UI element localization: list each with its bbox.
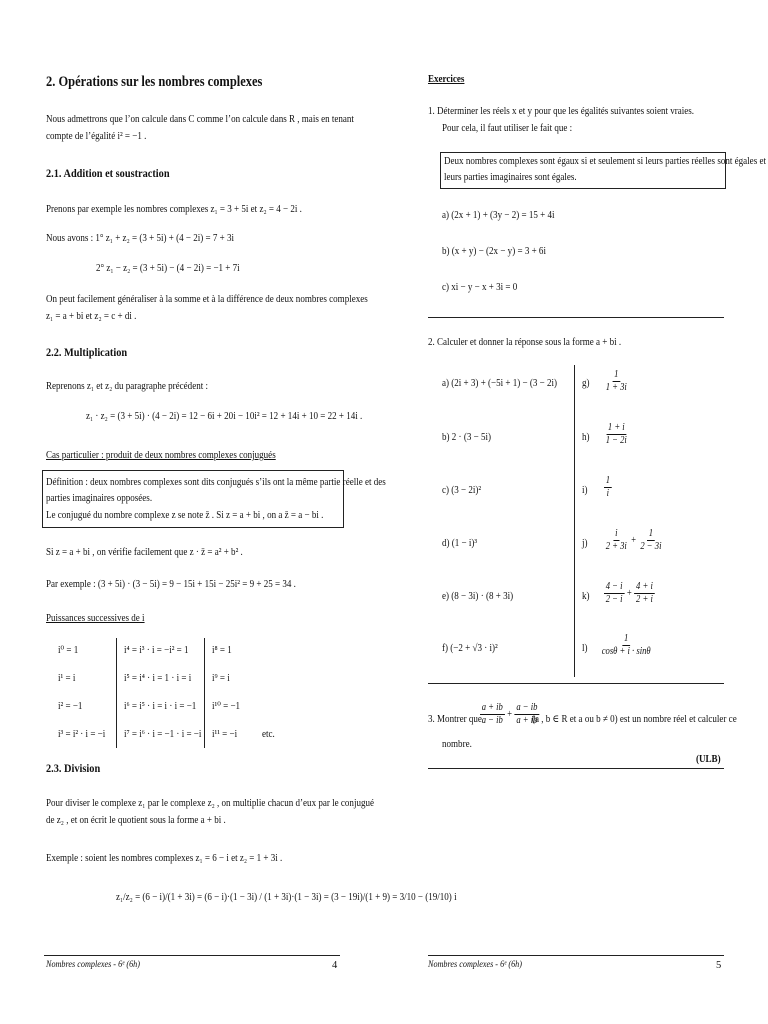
frac-den: 2 − i — [605, 594, 623, 605]
frac-operator: + — [626, 587, 633, 599]
exercise-1a: a) (2x + 1) + (3y − 2) = 15 + 4i — [442, 210, 555, 221]
exercise-3-prefix: 3. Montrer que — [428, 714, 482, 725]
power-i9: i⁹ = i — [212, 673, 230, 684]
exercise-2g-label: g) — [582, 378, 590, 389]
frac-num: 4 + i — [636, 581, 653, 592]
conjugate-product-rule: Si z = a + bi , on vérifie facilement que z · z̄ = a² + b² . — [46, 547, 243, 558]
exercise-2k-label: k) — [582, 591, 590, 602]
exercise-2a: a) (2i + 3) + (−5i + 1) − (3 − 2i) — [442, 378, 558, 389]
powers-etc: etc. — [262, 729, 275, 740]
intro-line-1: Nous admettrons que l’on calcule dans C comme l’on calcule dans R , mais en tenant — [46, 114, 354, 125]
conjugate-case-title: Cas particulier : produit de deux nombres complexes conjugués — [46, 450, 276, 461]
frac-operator: + — [630, 534, 637, 546]
frac-den: i — [606, 488, 610, 499]
exercise-2k-expr — [604, 581, 655, 606]
frac-num: 1 — [605, 475, 611, 486]
exercise-2c: c) (3 − 2i)² — [442, 485, 482, 496]
power-i5: i⁵ = i⁴ · i = 1 · i = i — [124, 673, 192, 684]
power-i3: i³ = i² · i = −i — [58, 729, 106, 740]
definition-line-3: Le conjugué du nombre complexe z se note z̄ . Si z = a + bi , on a z̄ = a − bi . — [46, 510, 324, 521]
right-page — [384, 0, 768, 1024]
frac-den: 1 − 2i — [605, 435, 627, 446]
exercise-2l-expr — [600, 633, 652, 658]
addition-sum: Nous avons : 1° z₁ + z₂ = (3 + 5i) + (4 − 2i) = 7 + 3i — [46, 233, 235, 244]
exercise-2h-expr — [604, 422, 629, 447]
division-line-2: de z₂ , et on écrit le quotient sous la forme a + bi . — [46, 815, 226, 826]
footer-rule — [428, 955, 724, 956]
power-i10: i¹⁰ = −1 — [212, 701, 241, 712]
frac-num: 1 — [648, 528, 654, 539]
frac-den: 1 + 3i — [605, 382, 627, 393]
addition-difference: 2° z₁ − z₂ = (3 + 5i) − (4 − 2i) = −1 + 7i — [96, 263, 240, 274]
division-line-1: Pour diviser le complexe z₁ par le complexe z₂ , on multiplie chacun d’eux par le conjugué — [46, 798, 375, 809]
frac-den: 2 − 3i — [640, 541, 662, 552]
exercise-separator-1 — [428, 317, 724, 318]
exercise-separator-2 — [428, 683, 724, 684]
frac-num: 4 − i — [605, 581, 623, 592]
footer-rule — [44, 955, 340, 956]
generalisation-line-1: On peut facilement généraliser à la somme et à la différence de deux nombres complexes — [46, 294, 368, 305]
exercise-2b: b) 2 · (3 − 5i) — [442, 432, 491, 443]
power-i1: i¹ = i — [58, 673, 76, 684]
conjugate-product-example: Par exemple : (3 + 5i) · (3 − 5i) = 9 − 15i + 15i − 25i² = 9 + 25 = 34 . — [46, 579, 296, 590]
subsection-2-1-title: 2.1. Addition et soustraction — [46, 166, 170, 180]
frac-num: a + ib — [481, 702, 503, 713]
exercise-2g-expr — [604, 369, 629, 394]
footer-title: Nombres complexes - 6ᵉ (6h) — [428, 960, 522, 970]
addition-example: Prenons par exemple les nombres complexes z₁ = 3 + 5i et z₂ = 4 − 2i . — [46, 204, 302, 215]
page-number: 5 — [716, 960, 722, 971]
exercise-3-line-2: nombre. — [442, 739, 472, 750]
exercise-2i-label: i) — [582, 485, 588, 496]
multiplication-intro: Reprenons z₁ et z₂ du paragraphe précédent : — [46, 381, 208, 392]
exercise-3-suffix: (a , b ∈ R et a ou b ≠ 0) est un nombre réel et calculer ce — [532, 714, 737, 725]
power-i2: i² = −1 — [58, 701, 83, 712]
exercise-2l-label: l) — [582, 643, 588, 654]
definition-line-1: Définition : deux nombres complexes sont dits conjugués s’ils ont la même partie réelle et des — [46, 477, 386, 488]
definition-line-2: parties imaginaires opposées. — [46, 493, 153, 504]
exercise-3-expression: $\frac{a + ib}{a - ib}$ + $\frac{a - ib}{a + ib}$ — [481, 702, 538, 726]
powers-title: Puissances successives de i — [46, 613, 145, 624]
page-number: 4 — [332, 960, 338, 971]
exercise-1b: b) (x + y) − (2x − y) = 3 + 6i — [442, 246, 546, 257]
frac-den: 2 + 3i — [605, 541, 627, 552]
subsection-2-3-title: 2.3. Division — [46, 761, 101, 775]
exercise-1c: c) xi − y − x + 3i = 0 — [442, 282, 518, 293]
multiplication-product: z₁ · z₂ = (3 + 5i) · (4 − 2i) = 12 − 6i + 20i − 10i² = 12 + 14i + 10 = 22 + 14i . — [86, 411, 363, 422]
frac-num: 1 — [624, 633, 629, 644]
frac-num: 1 — [614, 369, 619, 380]
division-formula: z₁/z₂ = (6 − i)/(1 + 3i) = (6 − i)·(1 − 3i) / (1 + 3i)·(1 − 3i) = (3 − 19i)/(1 + 9) = 3/10 − (19/10) i — [116, 892, 457, 903]
power-i0: i⁰ = 1 — [58, 645, 79, 656]
division-example: Exemple : soient les nombres complexes z₁ = 6 − i et z₂ = 1 + 3i . — [46, 853, 283, 864]
exercise-1-hint: Pour cela, il faut utiliser le fait que : — [442, 123, 573, 134]
power-i11: i¹¹ = −i — [212, 729, 238, 740]
exercise-2h-label: h) — [582, 432, 590, 443]
exercise-1-statement: 1. Déterminer les réels x et y pour que les égalités suivantes soient vraies. — [428, 106, 695, 117]
frac-num: 1 + i — [607, 422, 625, 433]
exercise-2f: f) (−2 + √3 · i)² — [442, 643, 498, 654]
exercise-3-source: (ULB) — [696, 754, 721, 765]
exercise-2-divider — [574, 365, 575, 677]
exercise-2i-expr — [604, 475, 612, 500]
power-i4: i⁴ = i³ · i = −i² = 1 — [124, 645, 189, 656]
generalisation-line-2: z₁ = a + bi et z₂ = c + di . — [46, 311, 137, 322]
section-heading: 2. Opérations sur les nombres complexes — [46, 74, 263, 90]
frac-num: i — [615, 528, 618, 539]
powers-divider-2 — [204, 638, 205, 748]
frac-den: 2 + i — [636, 594, 653, 605]
subsection-2-2-title: 2.2. Multiplication — [46, 345, 128, 359]
exercise-2e: e) (8 − 3i) · (8 + 3i) — [442, 591, 514, 602]
equality-rule-line-2: leurs parties imaginaires sont égales. — [444, 172, 577, 183]
exercise-2j-expr — [604, 528, 663, 553]
power-i6: i⁶ = i⁵ · i = i · i = −1 — [124, 701, 197, 712]
power-i8: i⁸ = 1 — [212, 645, 232, 656]
intro-line-2: compte de l’égalité i² = −1 . — [46, 131, 147, 142]
frac-den: cosθ + i · sinθ — [601, 646, 651, 657]
frac-num: a − ib — [516, 702, 538, 713]
exercise-2-statement: 2. Calculer et donner la réponse sous la forme a + bi . — [428, 337, 622, 348]
footer-title: Nombres complexes - 6ᵉ (6h) — [46, 960, 140, 970]
exercises-title: Exercices — [428, 74, 465, 85]
equality-rule-line-1: Deux nombres complexes sont égaux si et seulement si leurs parties réelles sont égales et — [444, 156, 766, 167]
power-i7: i⁷ = i⁶ · i = −1 · i = −i — [124, 729, 202, 740]
frac-den: a + ib — [516, 715, 538, 726]
frac-den: a − ib — [481, 715, 503, 726]
exercise-2d: d) (1 − i)³ — [442, 538, 478, 549]
exercise-separator-3 — [428, 768, 724, 769]
exercise-2j-label: j) — [582, 538, 588, 549]
powers-divider-1 — [116, 638, 117, 748]
